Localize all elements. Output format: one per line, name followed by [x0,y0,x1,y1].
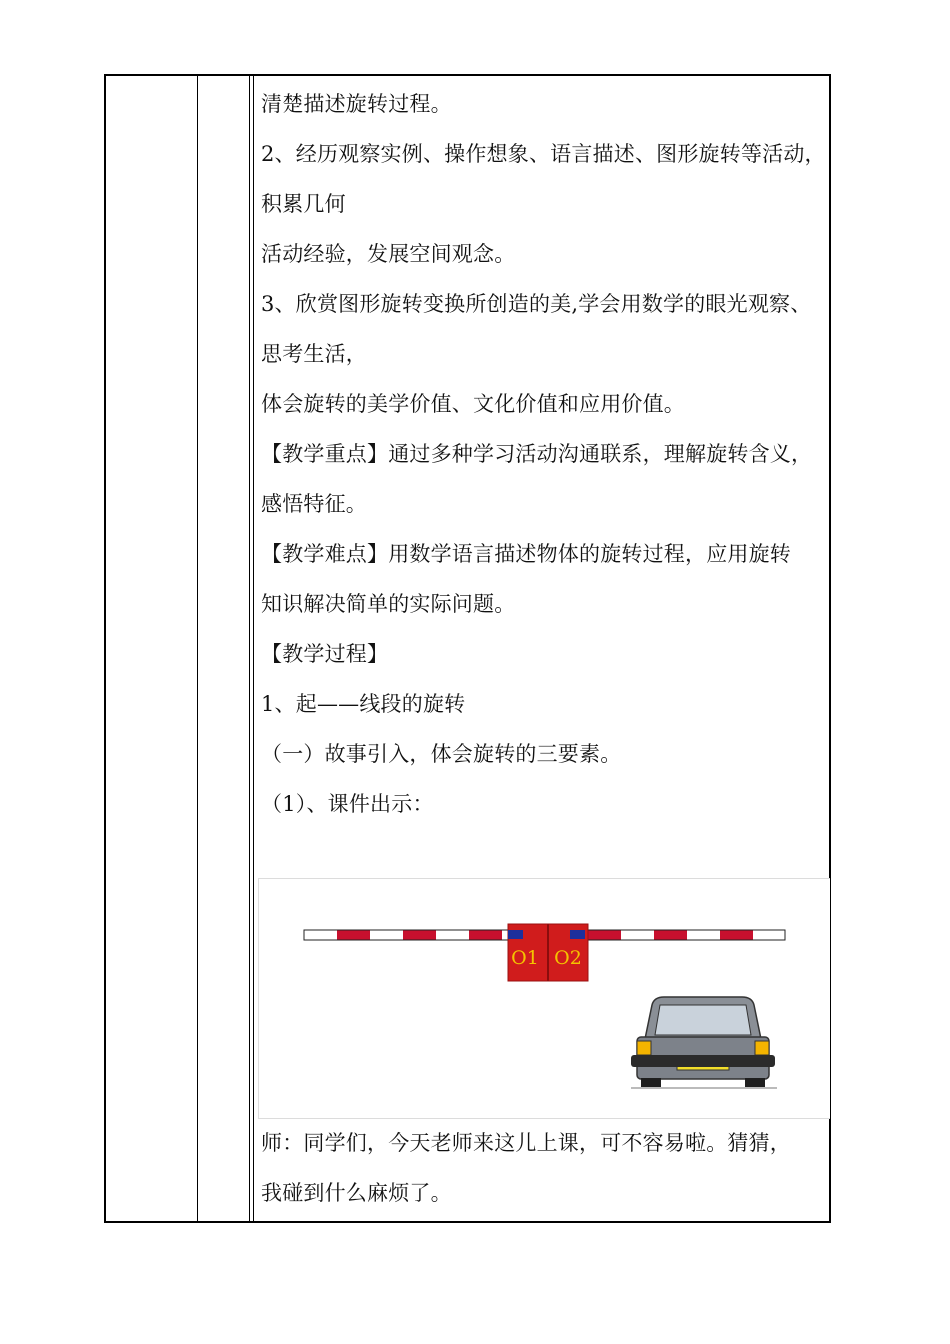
table-top-border [104,74,831,76]
table-column-divider-2 [249,74,250,1223]
teaching-difficulty-line: 【教学难点】用数学语言描述物体的旋转过程，应用旋转 [261,542,791,566]
paragraph-line: 积累几何 [261,192,346,216]
paragraph-line: 思考生活， [261,342,367,366]
barrier-gate-figure [258,878,830,1119]
pivot-o1-marker [508,930,523,939]
paragraph-line: 3、欣赏图形旋转变换所创造的美,学会用数学的眼光观察、 [261,292,812,316]
paragraph-line: 1、起——线段的旋转 [261,692,466,716]
paragraph-line: 体会旋转的美学价值、文化价值和应用价值。 [261,392,685,416]
teacher-line: 我碰到什么麻烦了。 [261,1181,452,1205]
paragraph-line: 清楚描述旋转过程。 [261,92,452,116]
table-left-border [104,74,106,1223]
paragraph-line: 2、经历观察实例、操作想象、语言描述、图形旋转等活动， [261,142,826,166]
paragraph-line: 知识解决简单的实际问题。 [261,592,516,616]
gate-post-box [508,924,588,981]
teaching-focus-line: 【教学重点】通过多种学习活动沟通联系，理解旋转含义， [261,442,813,466]
paragraph-line: 感悟特征。 [261,492,367,516]
pivot-o2-label: O2 [554,947,582,969]
right-barrier-arm [585,930,785,940]
teacher-line: 师：同学们，今天老师来这儿上课，可不容易啦。猜猜， [261,1131,791,1155]
paragraph-line: （一）故事引入，体会旋转的三要素。 [261,742,622,766]
pivot-o2-marker [570,930,585,939]
barrier-gate-illustration [259,879,830,1118]
teaching-process-heading: 【教学过程】 [261,642,389,666]
table-bottom-border [104,1221,831,1223]
left-barrier-arm [304,930,510,940]
table-column-divider-2b [253,74,254,1223]
paragraph-line: （1）、课件出示： [261,792,434,816]
table-column-divider-1 [197,74,198,1223]
content-cell [261,79,826,829]
car-rear-view [631,997,777,1088]
pivot-o1-label: O1 [511,947,539,969]
after-figure-text [261,1118,823,1218]
paragraph-line: 活动经验，发展空间观念。 [261,242,516,266]
